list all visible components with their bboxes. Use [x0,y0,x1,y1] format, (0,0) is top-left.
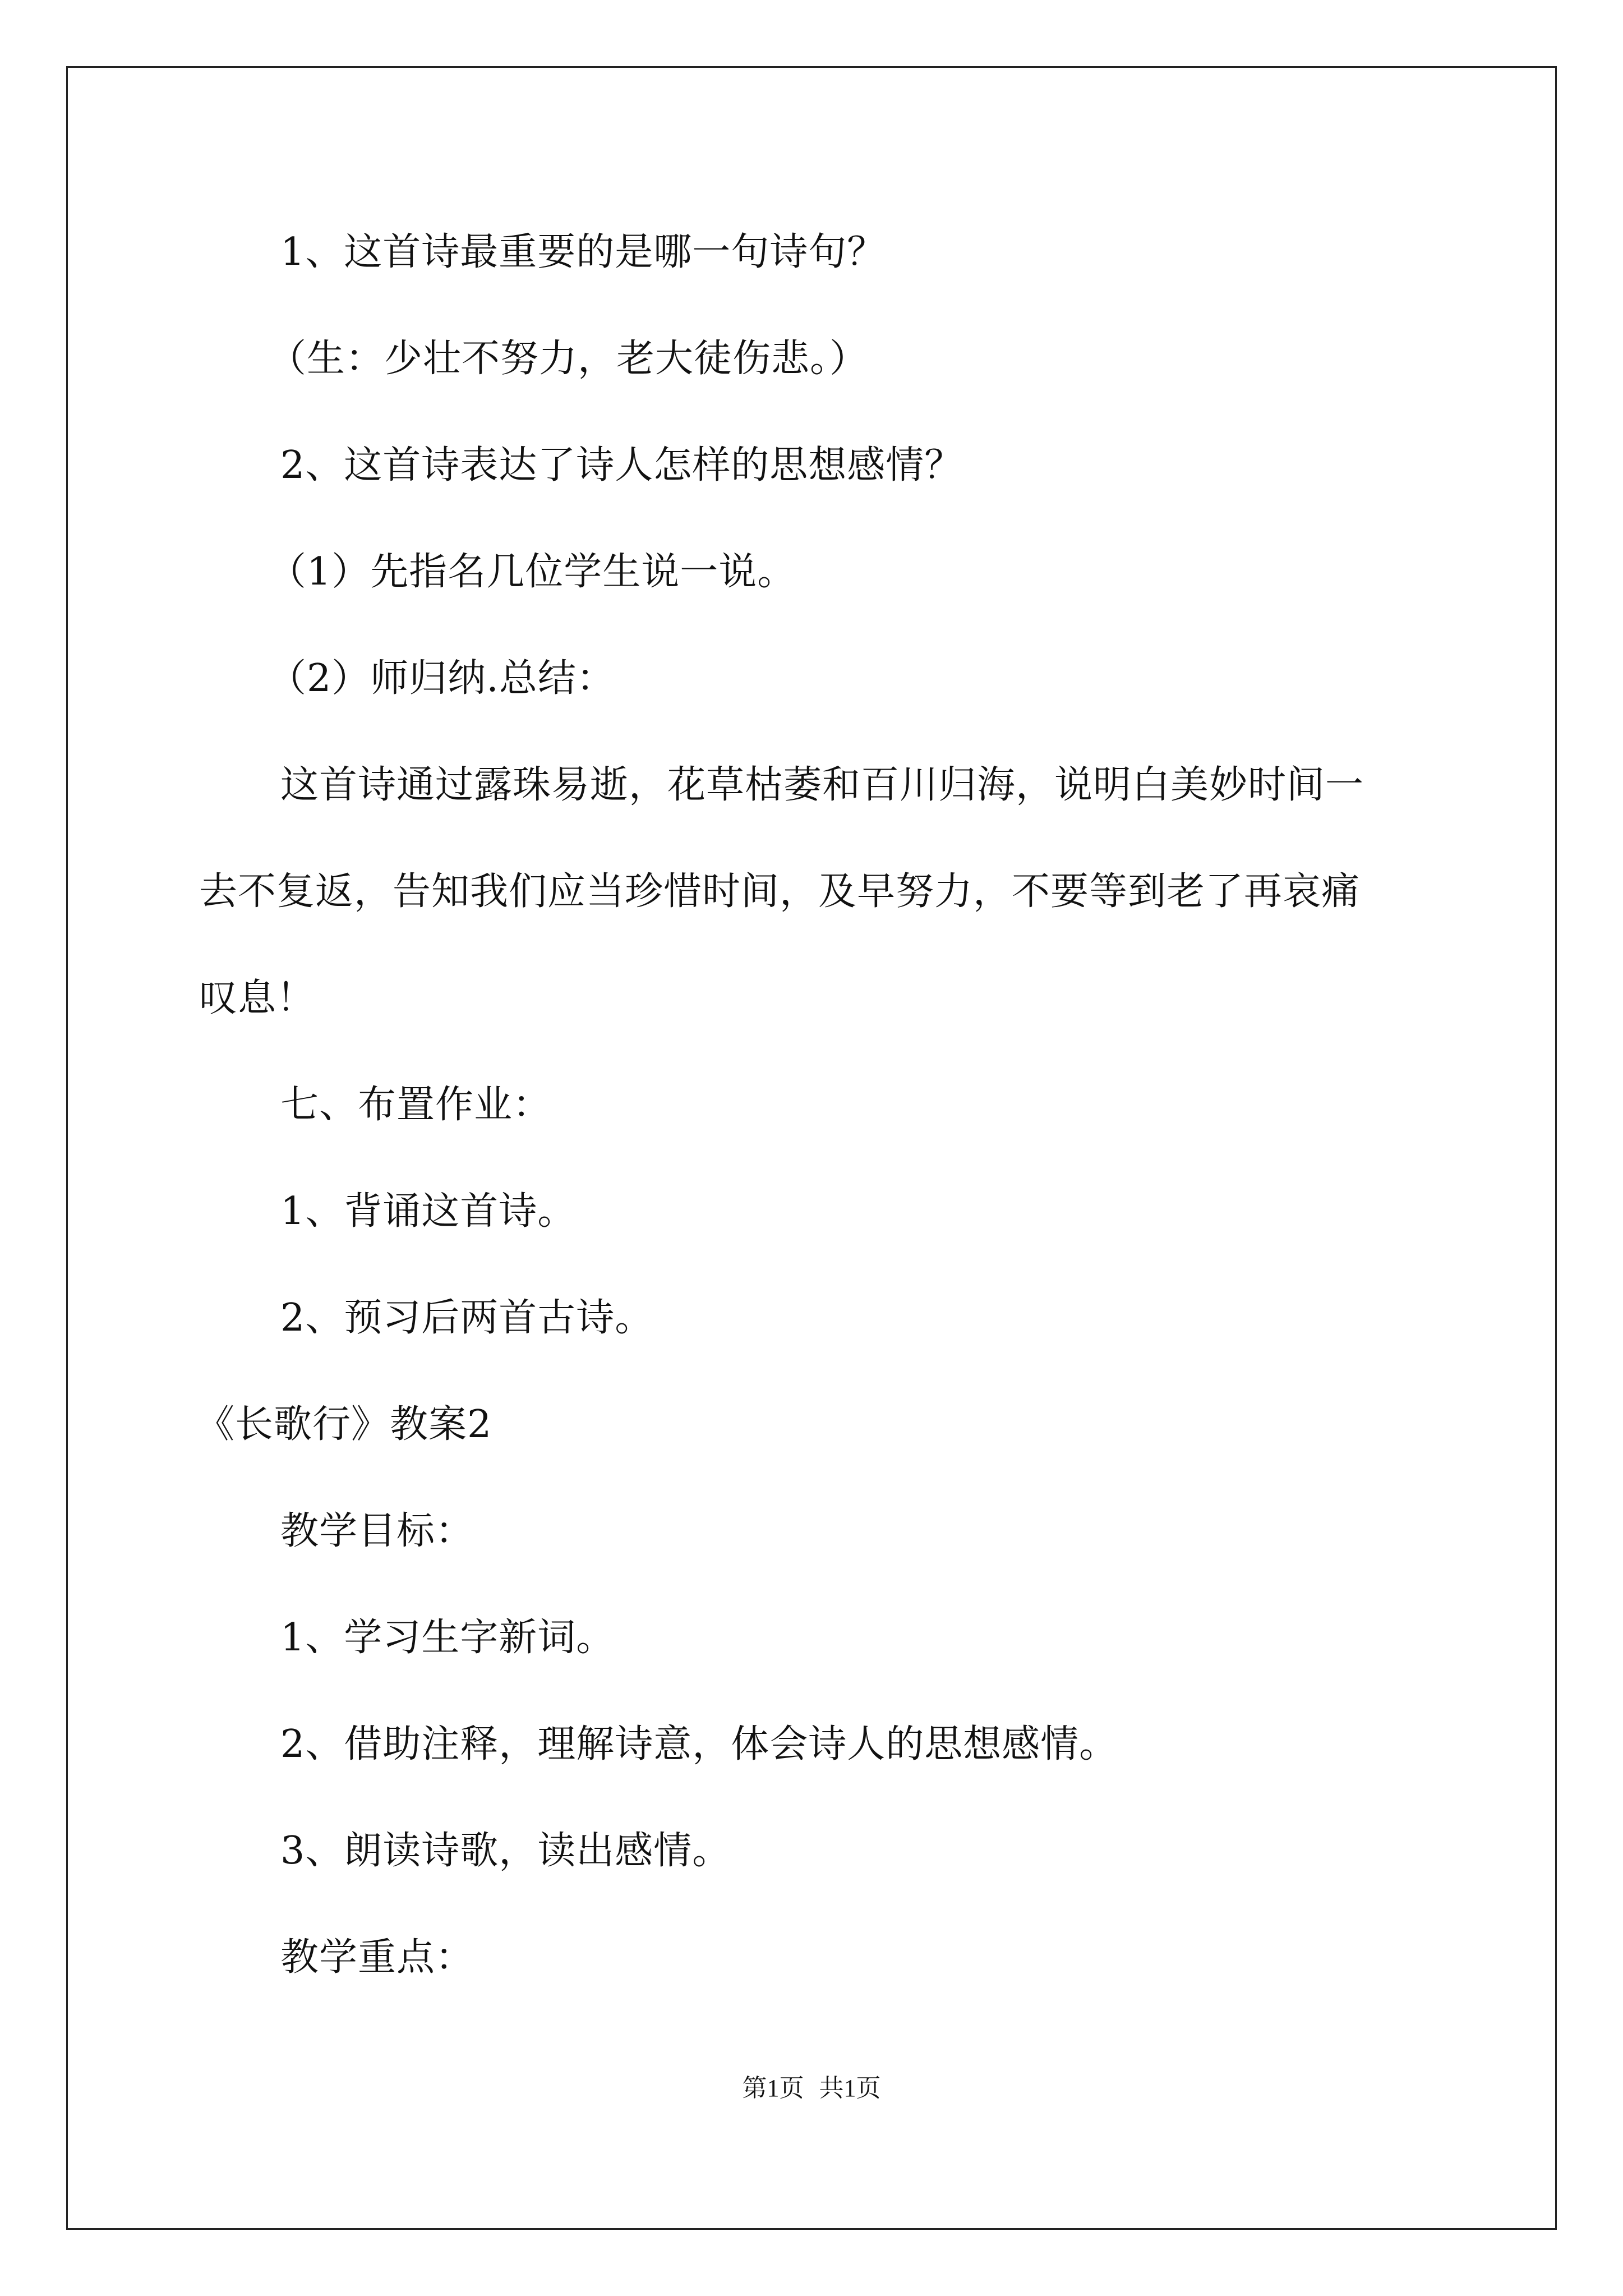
question-1: 1、这首诗最重要的是哪一句诗句？ [280,230,886,274]
step-1: （1）先指名几位学生说一说。 [268,550,796,594]
objective-3: 3、朗读诗歌，读出感情。 [280,1829,731,1873]
summary-line-2: 去不复返，告知我们应当珍惜时间，及早努力，不要等到老了再哀痛 [199,869,1361,914]
summary-line-3: 叹息！ [199,976,316,1020]
section-key-points: 教学重点： [280,1935,474,1980]
page-total: 共1页 [819,2074,881,2102]
lesson-title: 《长歌行》教案2 [196,1402,492,1447]
question-2: 2、这首诗表达了诗人怎样的思想感情？ [280,443,963,487]
student-answer: （生：少壮不努力，老大徒伤悲。） [268,337,869,381]
homework-1: 1、背诵这首诗。 [280,1189,577,1234]
page-footer [0,2073,1623,2104]
section-objectives: 教学目标： [280,1509,474,1553]
section-homework: 七、布置作业： [280,1083,552,1127]
page-border [66,66,1557,2230]
summary-line-1: 这首诗通过露珠易逝，花草枯萎和百川归海，说明白美妙时间一 [280,763,1364,807]
step-2: （2）师归纳.总结： [268,656,615,701]
page-number: 第1页 [742,2074,804,2102]
objective-2: 2、借助注释，理解诗意，体会诗人的思想感情。 [280,1722,1118,1766]
objective-1: 1、学习生字新词。 [280,1616,615,1660]
homework-2: 2、预习后两首古诗。 [280,1296,654,1340]
